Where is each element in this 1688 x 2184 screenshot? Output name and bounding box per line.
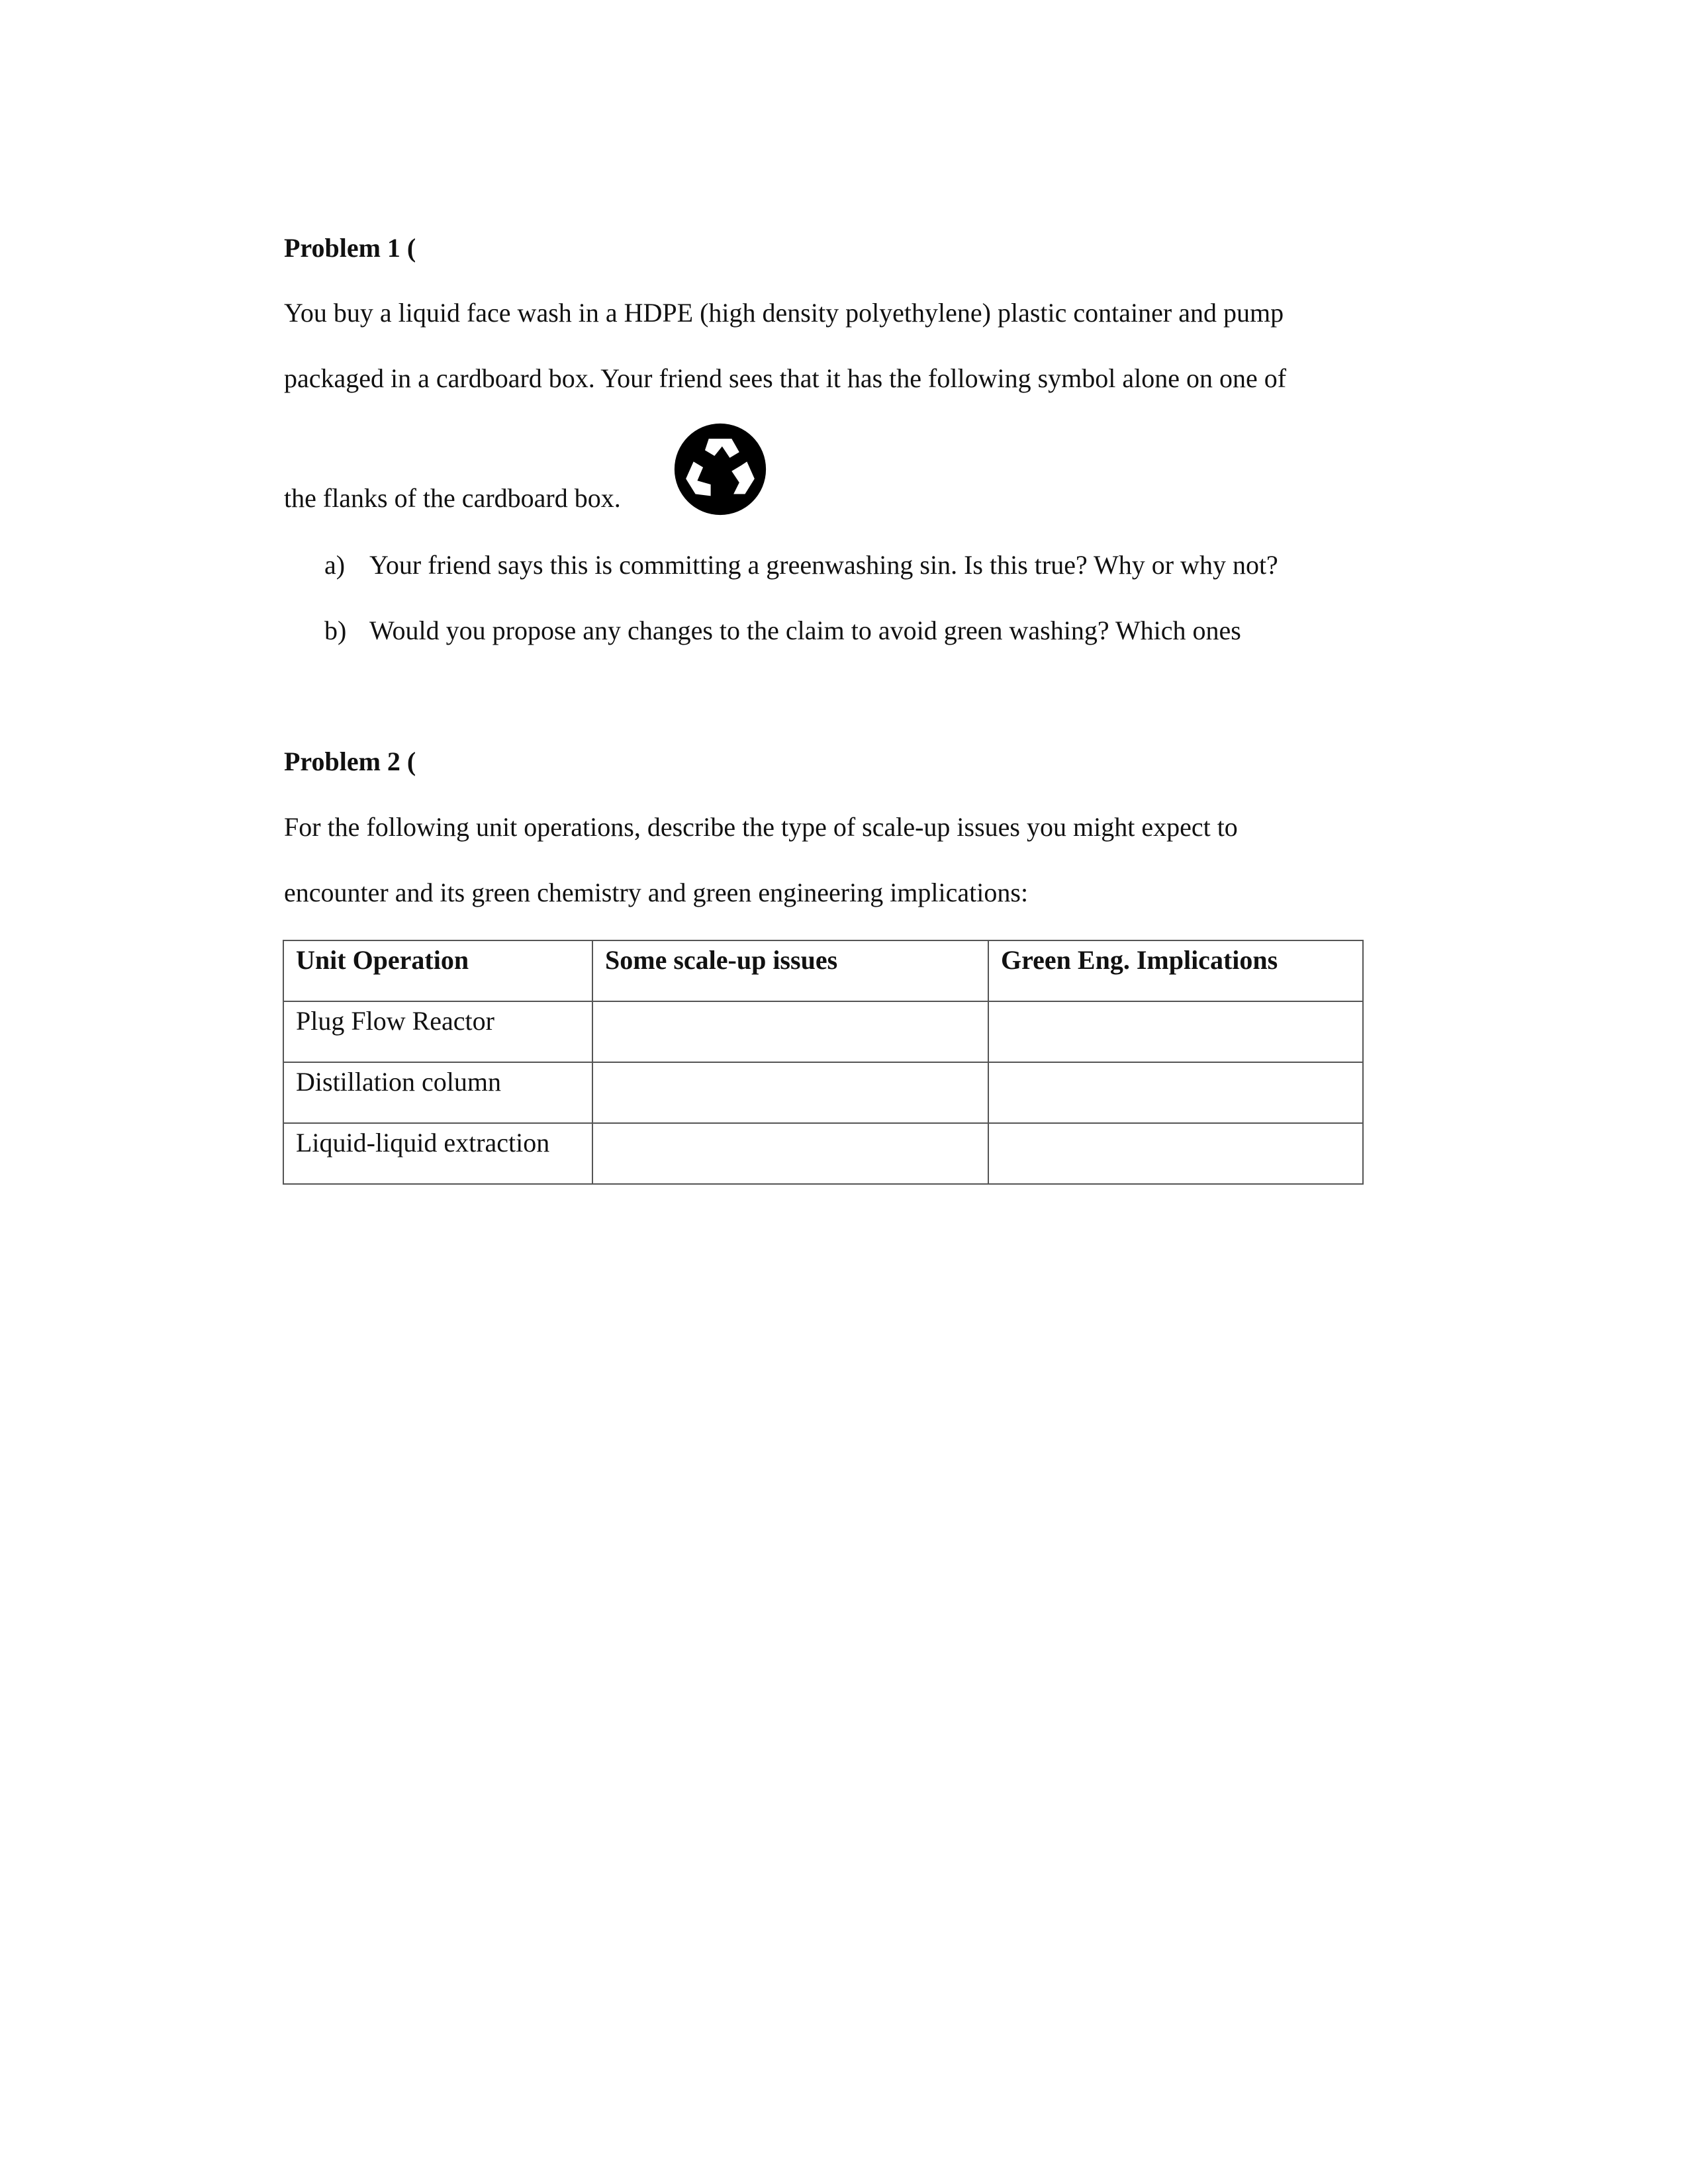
table-row: [283, 1123, 1363, 1184]
green-eng-cell[interactable]: [988, 1123, 1363, 1184]
problem-1-title: Problem 1 (: [284, 233, 416, 263]
scale-up-issues-cell[interactable]: [592, 1062, 988, 1123]
problem-2-text-line: encounter and its green chemistry and green engineering implications:: [284, 878, 1029, 907]
recycle-icon: [673, 422, 768, 517]
question-a-text: Your friend says this is committing a greenwashing sin. Is this true? Why or why not?: [369, 550, 1278, 580]
unit-operations-table: [283, 940, 1364, 1185]
header-scale-up-issues: Some scale-up issues: [592, 940, 988, 1001]
problem-1-text-line: packaged in a cardboard box. Your friend sees that it has the following symbol alone on one of: [284, 363, 1287, 393]
table-header-row: [283, 940, 1363, 1001]
table-row: [283, 1062, 1363, 1123]
unit-operation-cell: Distillation column: [283, 1062, 592, 1123]
question-b-text: Would you propose any changes to the claim to avoid green washing? Which ones: [369, 615, 1241, 645]
header-unit-operation: Unit Operation: [283, 940, 592, 1001]
problem-2-text-line: For the following unit operations, describe the type of scale-up issues you might expect to: [284, 812, 1238, 842]
unit-operation-cell: Plug Flow Reactor: [283, 1001, 592, 1062]
problem-1-text-line: You buy a liquid face wash in a HDPE (high density polyethylene) plastic container and pump: [284, 298, 1284, 328]
scale-up-issues-cell[interactable]: [592, 1001, 988, 1062]
green-eng-cell[interactable]: [988, 1001, 1363, 1062]
unit-operation-cell: Liquid-liquid extraction: [283, 1123, 592, 1184]
question-a-label: a): [324, 550, 346, 580]
scale-up-issues-cell[interactable]: [592, 1123, 988, 1184]
header-green-eng-implications: Green Eng. Implications: [988, 940, 1363, 1001]
problem-2-title: Problem 2 (: [284, 747, 416, 776]
question-b-label: b): [324, 615, 347, 645]
problem-1-text-line: the flanks of the cardboard box.: [284, 483, 621, 513]
table-row: [283, 1001, 1363, 1062]
green-eng-cell[interactable]: [988, 1062, 1363, 1123]
